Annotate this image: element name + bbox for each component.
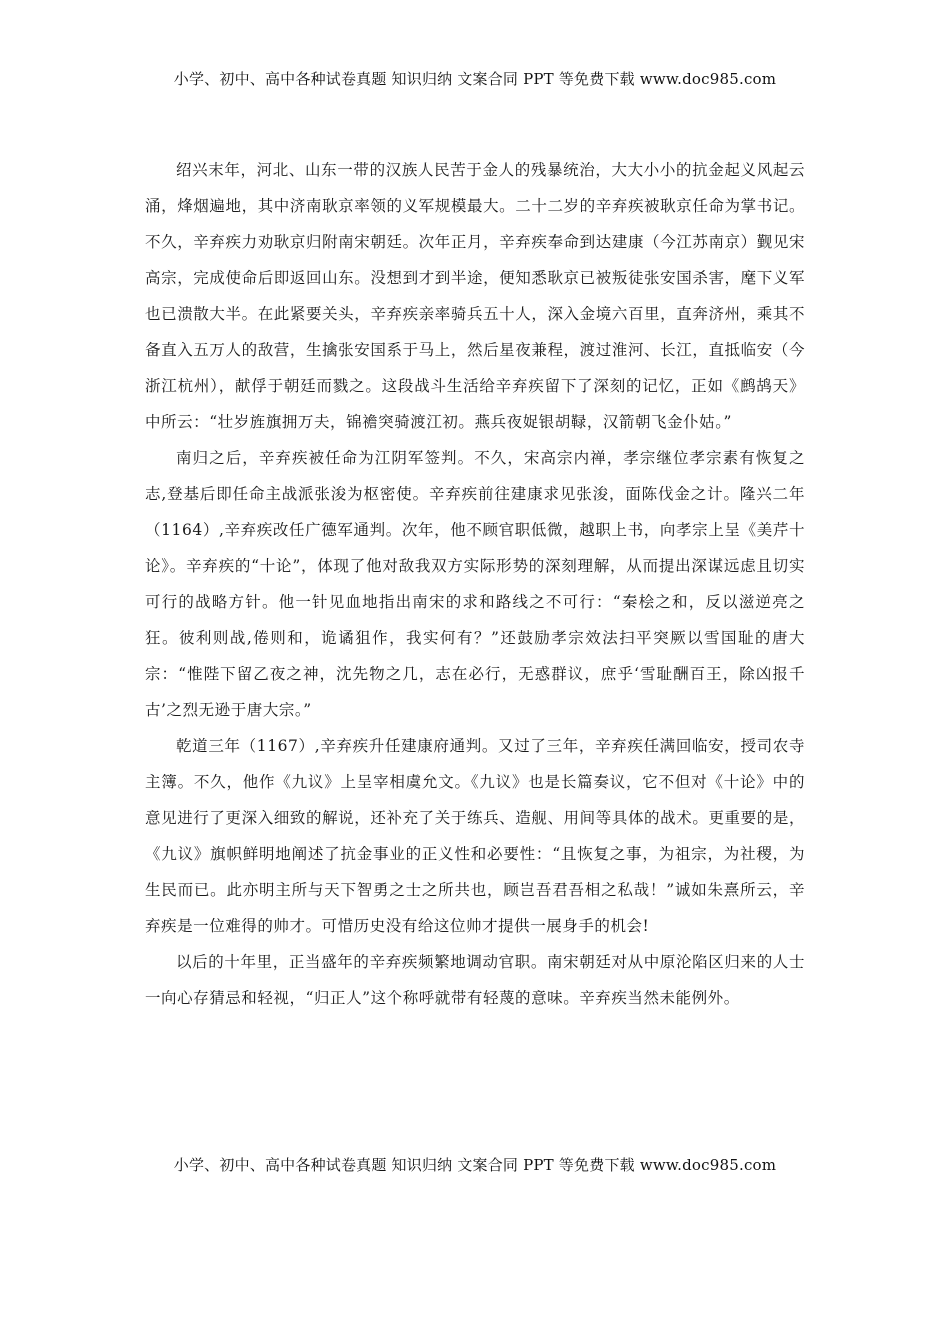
page-footer: 小学、初中、高中各种试卷真题 知识归纳 文案合同 PPT 等免费下载 www.doc985.com (173, 1156, 777, 1174)
paragraph-3: 乾道三年（1167）,辛弃疾升任建康府通判。又过了三年，辛弃疾任满回临安，授司农寺主簿。不久，他作《九议》上呈宰相虞允文。《九议》也是长篇奏议，它不但对《十论》中的意见进行了更深入细致的解说，还补充了关于练兵、造舰、用间等具体的战术。更重要的是，《九议》旗帜鲜明地阐述了抗金事业的正义性和必要性：“且恢复之事，为祖宗，为社稷，为生民而已。此亦明主所与天下智勇之士之所共也，顾岂吾君吾相之私哉！”诚如朱熹所云，辛弃疾是一位难得的帅才。可惜历史没有给这位帅才提供一展身手的机会! (145, 737, 805, 935)
paragraph-2: 南归之后，辛弃疾被任命为江阴军签判。不久，宋高宗内禅，孝宗继位孝宗素有恢复之志,登基后即任命主战派张浚为枢密使。辛弃疾前往建康求见张浚，面陈伐金之计。隆兴二年（1164）,辛弃疾改任广德军通判。次年，他不顾官职低微，越职上书，向孝宗上呈《美芹十论》。辛弃疾的“十论”，体现了他对敌我双方实际形势的深刻理解，从而提出深谋远虑且切实可行的战略方针。他一针见血地指出南宋的求和路线之不可行：“秦桧之和，反以滋逆亮之狂。彼利则战,倦则和，诡谲狙作，我实何有？”还鼓励孝宗效法扫平突厥以雪国耻的唐大宗：“惟陛下留乙夜之神，沈先物之几，志在必行，无惑群议，庶乎‘雪耻酬百王，除凶报千古’之烈无逊于唐大宗。” (145, 449, 805, 719)
paragraph-4: 以后的十年里，正当盛年的辛弃疾频繁地调动官职。南宋朝廷对从中原沦陷区归来的人士一向心存猜忌和轻视，“归正人”这个称呼就带有轻蔑的意味。辛弃疾当然未能例外。 (145, 953, 805, 1007)
paragraph-1: 绍兴末年，河北、山东一带的汉族人民苦于金人的残暴统治，大大小小的抗金起义风起云涌，烽烟遍地，其中济南耿京率领的义军规模最大。二十二岁的辛弃疾被耿京任命为掌书记。不久，辛弃疾力劝耿京归附南宋朝廷。次年正月，辛弃疾奉命到达建康（今江苏南京）觐见宋高宗，完成使命后即返回山东。没想到才到半途，便知悉耿京已被叛徒张安国杀害，麾下义军也已溃散大半。在此紧要关头，辛弃疾亲率骑兵五十人，深入金境六百里，直奔济州，乘其不备直入五万人的敌营，生擒张安国系于马上，然后星夜兼程，渡过淮河、长江，直抵临安（今浙江杭州），献俘于朝廷而戮之。这段战斗生活给辛弃疾留下了深刻的记忆，正如《鹧鸪天》中所云：“壮岁旌旗拥万夫，锦襜突骑渡江初。燕兵夜娖银胡䩮，汉箭朝飞金仆姑。” (145, 161, 805, 431)
page-header: 小学、初中、高中各种试卷真题 知识归纳 文案合同 PPT 等免费下载 www.doc985.com (173, 70, 777, 88)
article-body (145, 152, 805, 1016)
